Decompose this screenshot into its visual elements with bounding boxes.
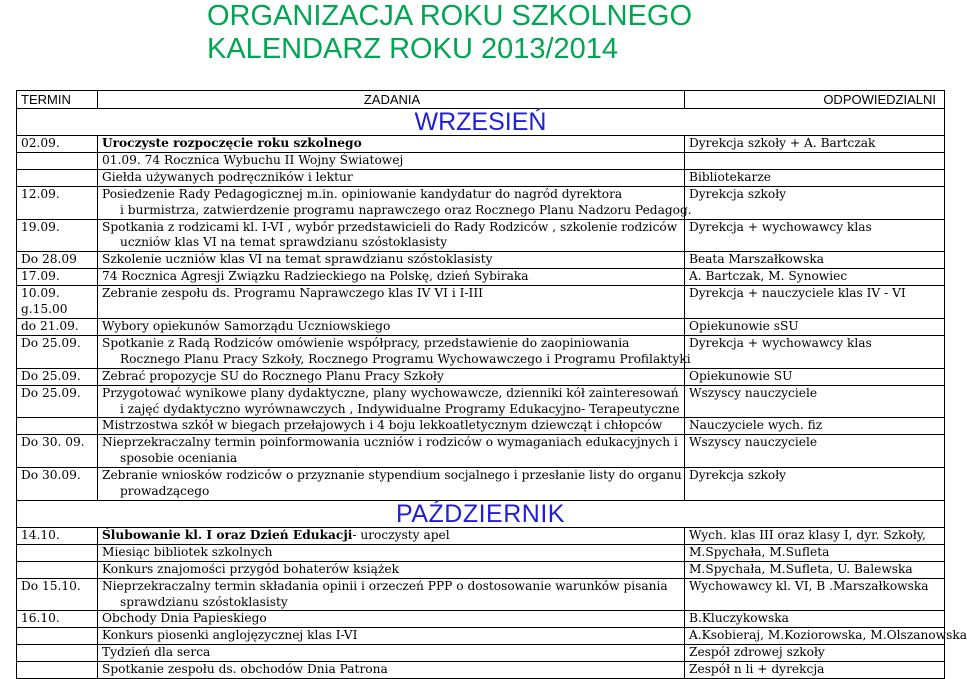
table-row [17,418,945,435]
date-text: 02.09. [21,136,60,150]
table-row [17,578,945,611]
task-cell [98,611,685,628]
responsible-text: M.Spychała, M.Sufleta, U. Balewska [689,561,913,576]
task-text: - uroczysty apel [352,527,450,542]
responsible-cell [685,435,945,468]
date-text: Do 25.09. [21,335,81,350]
task-text-bold: Ślubowanie kl. I oraz Dzień Edukacji [102,527,353,542]
responsible-cell [685,418,945,435]
task-text: Obchody Dnia Papieskiego [102,611,267,626]
table-row [17,318,945,335]
table-row [17,468,945,501]
task-cell [98,219,685,252]
task-cell [98,152,685,169]
header-responsible: ODPOWIEDZIALNI [685,91,945,109]
task-cell [98,136,685,153]
responsible-cell [685,628,967,645]
task-cell [98,645,685,662]
responsible-cell [685,269,945,286]
date-text: Do 25.09. [21,368,81,383]
task-text: Miesiąc bibliotek szkolnych [102,544,273,559]
responsible-text: Dyrekcja szkoły + A. Bartczak [689,136,876,150]
task-cell [98,252,685,269]
table-row [17,385,945,418]
task-text: prowadzącego [120,484,210,499]
responsible-text: Dyrekcja + nauczyciele klas IV - VI [689,286,906,301]
task-cell [98,269,685,286]
task-cell [98,544,685,561]
task-text: Mistrzostwa szkół w biegach przełajowych i 4 boju lekkoatletycznym dziewcząt i chłopców [102,418,663,433]
date-cell [17,286,98,319]
task-cell [98,318,685,335]
responsible-cell [685,169,945,186]
date-cell [17,435,98,468]
task-cell [98,578,685,611]
responsible-cell [685,527,945,544]
date-cell [17,561,98,578]
task-text: Szkolenie uczniów klas VI na temat sprawdzianu szóstoklasisty [102,252,493,267]
task-text: Tydzień dla serca [102,645,211,660]
responsible-cell [685,561,945,578]
responsible-text: Wszyscy nauczyciele [689,435,818,450]
task-text: sposobie oceniania [120,451,238,466]
responsible-text: Nauczyciele wych. fiz [689,418,823,433]
table-row [17,186,945,219]
responsible-text: Bibliotekarze [689,169,772,184]
task-cell [98,418,685,435]
table-row [17,527,945,544]
responsible-text: Opiekunowie sSU [689,318,799,333]
date-cell [17,186,98,219]
responsible-cell [685,152,945,169]
task-text: Wybory opiekunów Samorządu Uczniowskiego [102,318,391,333]
task-text: 01.09. 74 Rocznica Wybuchu II Wojny Światowej [102,152,404,167]
table-row [17,628,945,645]
task-cell [98,186,692,219]
responsible-cell [685,544,945,561]
date-text: Do 28.09 [21,252,77,267]
responsible-cell [685,286,945,319]
task-cell [98,468,685,501]
responsible-text: Wychowawcy kl. VI, B .Marszałkowska [689,578,929,593]
responsible-text: Zespół n li + dyrekcja [689,662,825,677]
responsible-text: Dyrekcja + wychowawcy klas [689,335,872,350]
date-cell [17,136,98,153]
responsible-text: Beata Marszałkowska [689,252,824,267]
responsible-text: Dyrekcja + wychowawcy klas [689,219,872,234]
table-row [17,269,945,286]
table-row [17,662,945,679]
page-subtitle: KALENDARZ ROKU 2013/2014 [207,33,619,65]
date-text: do 21.09. [21,318,79,333]
date-text: Do 15.10. [21,578,81,593]
task-text: Rocznego Planu Pracy Szkoły, Rocznego Programu Wychowawczego i Programu Profilaktyki [120,351,691,366]
task-text: Spotkanie zespołu ds. obchodów Dnia Patrona [102,662,388,677]
responsible-cell [685,252,945,269]
task-text: Spotkania z rodzicami kl. I-VI , wybór przedstawicieli do Rady Rodziców , szkolenie rodziców [102,219,678,234]
table-row [17,252,945,269]
table-row [17,544,945,561]
responsible-cell [685,219,945,252]
task-cell [98,368,685,385]
table-row [17,368,945,385]
table-row [17,152,945,169]
table-row [17,561,945,578]
task-text: Przygotować wynikowe plany dydaktyczne, plany wychowawcze, dzienniki kół zainteresowań [102,385,679,400]
table-row [17,136,945,153]
table-header-row [17,91,945,109]
responsible-text: Dyrekcja szkoły [689,186,787,201]
task-text: uczniów klas VI na temat sprawdzianu szóstoklasisty [120,235,448,250]
responsible-cell [685,385,945,418]
responsible-text: Opiekunowie SU [689,368,793,383]
table-row [17,169,945,186]
responsible-cell [685,136,945,153]
task-text: Posiedzenie Rady Pedagogicznej m.in. opiniowanie kandydatur do nagród dyrektora [102,186,623,201]
responsible-cell [685,368,945,385]
date-text: 19.09. [21,219,60,234]
date-cell [17,318,98,335]
date-cell [17,335,98,368]
responsible-text: Zespół zdrowej szkoły [689,645,825,660]
date-cell [17,252,98,269]
task-cell [98,385,685,418]
date-cell [17,578,98,611]
date-cell [17,662,98,679]
task-text: Spotkanie z Radą Rodziców omówienie współpracy, przedstawienie do zaopiniowania [102,335,630,350]
task-text: Konkurs piosenki anglojęzycznej klas I-VI [102,628,358,643]
header-tasks: ZADANIA [98,91,685,109]
responsible-text: Wych. klas III oraz klasy I, dyr. Szkoły, [689,527,926,542]
date-cell [17,152,98,169]
date-cell [17,468,98,501]
task-text: Konkurs znajomości przygód bohaterów książek [102,561,399,576]
header-date: TERMIN [17,91,98,109]
responsible-cell [685,611,945,628]
responsible-text: Dyrekcja szkoły [689,468,787,483]
date-cell [17,611,98,628]
month-heading-october: PAŹDZIERNIK [17,500,945,527]
date-cell [17,527,98,544]
date-cell [17,628,98,645]
task-cell [98,169,685,186]
task-cell [98,335,691,368]
responsible-cell [685,186,945,219]
table-row [17,611,945,628]
date-text: Do 25.09. [21,385,81,400]
table-row [17,219,945,252]
responsible-text: A.Ksobieraj, M.Koziorowska, M.Olszanowska [689,628,967,643]
task-cell [98,527,685,544]
date-text: 17.09. [21,269,60,284]
responsible-text: A. Bartczak, M. Synowiec [689,269,848,284]
responsible-cell [685,578,945,611]
date-text: g.15.00 [21,302,68,317]
responsible-cell [685,318,945,335]
responsible-cell [685,662,945,679]
task-text: Nieprzekraczalny termin poinformowania uczniów i rodziców o wymaganiach edukacyjnych i [102,435,678,450]
date-cell [17,169,98,186]
responsible-text: Wszyscy nauczyciele [689,385,818,400]
month-heading-september: WRZESIEŃ [17,109,945,136]
responsible-cell [685,645,945,662]
task-text: i zajęć dydaktyczno wyrównawczych , Indywidualne Programy Edukacyjno- Terapeutyczne [120,401,680,416]
table-row [17,645,945,662]
month-row-september [17,109,945,136]
responsible-cell [685,335,945,368]
table-row [17,286,945,319]
task-cell [98,435,685,468]
task-text: Zebranie wniosków rodziców o przyznanie stypendium socjalnego i przesłanie listy do organu [102,468,682,483]
date-cell [17,418,98,435]
task-cell [98,561,685,578]
responsible-text: B.Kluczykowska [689,611,789,626]
date-text: 14.10. [21,527,60,542]
task-cell [98,628,685,645]
task-text: 74 Rocznica Agresji Związku Radzieckiego na Polskę, dzień Sybiraka [102,269,529,284]
task-text: Zebranie zespołu ds. Programu Naprawczego klas IV VI i I-III [102,286,483,301]
table-row [17,335,945,368]
task-text: Zebrać propozycje SU do Rocznego Planu Pracy Szkoły [102,368,444,383]
date-text: 16.10. [21,611,60,626]
date-text: Do 30.09. [21,468,81,483]
responsible-text: M.Spychała, M.Sufleta [689,544,830,559]
date-text: Do 30. 09. [21,435,85,450]
task-text: Uroczyste rozpoczęcie roku szkolnego [102,136,362,150]
task-text: sprawdzianu szóstoklasisty [120,594,288,609]
page-title: ORGANIZACJA ROKU SZKOLNEGO [207,0,693,32]
date-cell [17,544,98,561]
date-cell [17,269,98,286]
task-cell [98,662,685,679]
task-text: Giełda używanych podręczników i lektur [102,169,353,184]
task-cell [98,286,685,319]
table-row [17,435,945,468]
date-cell [17,645,98,662]
date-cell [17,385,98,418]
task-text: Nieprzekraczalny termin składania opinii i orzeczeń PPP o dostosowanie warunków pisania [102,578,668,593]
date-cell [17,219,98,252]
responsible-cell [685,468,945,501]
calendar-table [16,90,967,679]
task-text: i burmistrza, zatwierdzenie programu naprawczego oraz Rocznego Planu Nadzoru Pedagog. [120,202,692,217]
month-row-october [17,500,945,527]
date-text: 12.09. [21,186,60,201]
date-cell [17,368,98,385]
date-text: 10.09. [21,286,60,301]
